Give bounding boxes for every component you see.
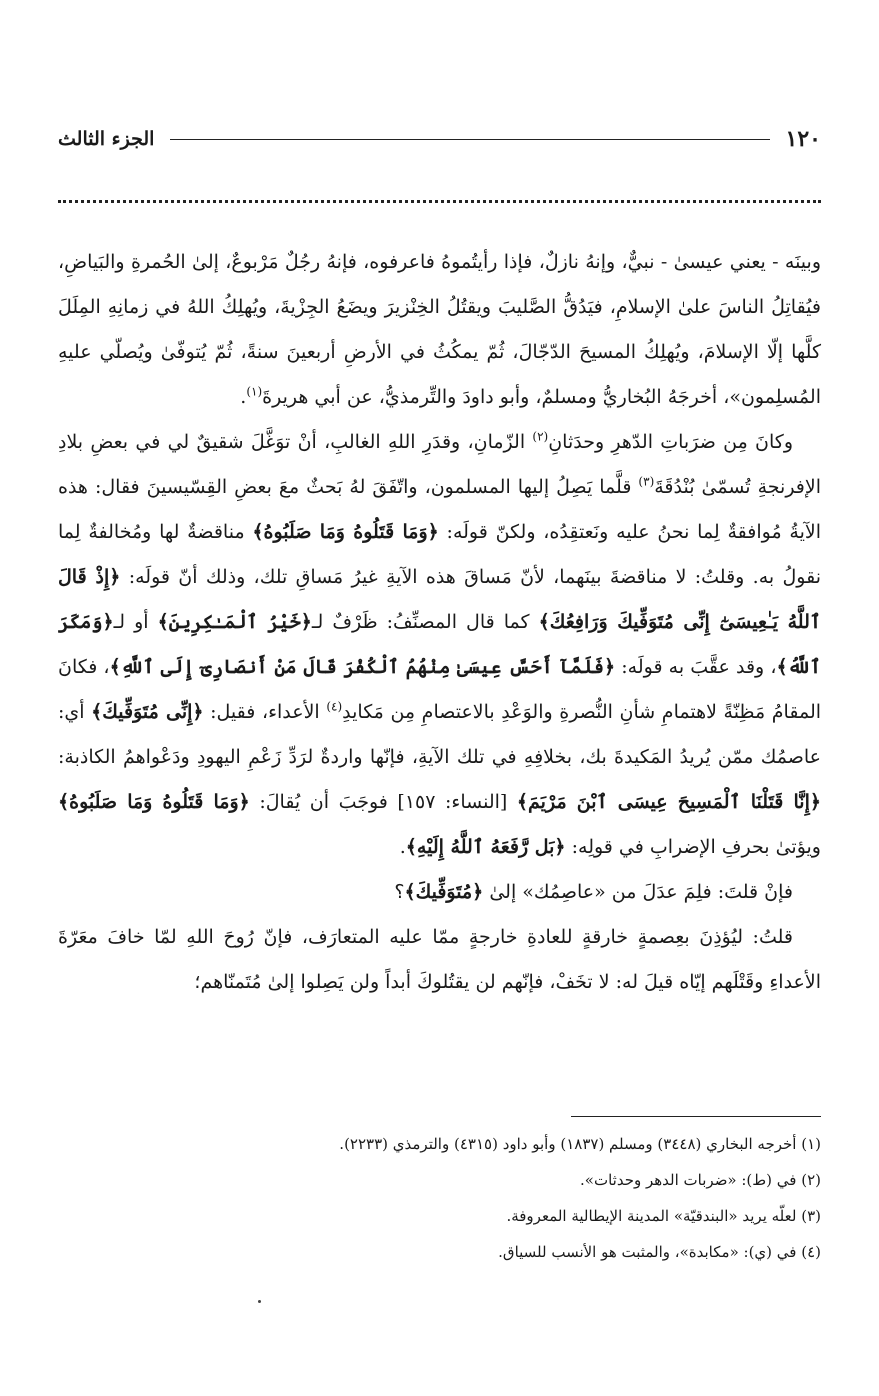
- footnote-separator: [571, 1116, 821, 1117]
- footnote-4: (٤) في (ي): «مكابدة»، والمثبت هو الأنسب للسياق.: [498, 1243, 821, 1261]
- paragraph-2: [58, 420, 821, 870]
- running-title: الجزء الثالث: [58, 128, 155, 150]
- footnote-ref-2: (٢): [532, 429, 549, 444]
- page-number: ١٢٠: [785, 126, 821, 152]
- running-head: [58, 122, 821, 156]
- footnote-ref-4: (٤): [326, 699, 343, 714]
- text-run: قلتُ: ليُؤذِنَ بعِصمةٍ خارقةٍ للعادةِ خارجةٍ ممّا عليه المتعارَف، فإنّ رُوحَ اللهِ لمّا خافَ معَرّةَ الأعداءِ وقَتْلَهم إيّاه قيلَ له: لا تخَفْ، فإنّهم لن يقتُلوكَ أبداً ولن يَصِلوا إلىٰ مُتَمنّاهم؛: [58, 926, 821, 993]
- text-run: وبينَه - يعني عيسىٰ - نبيٌّ، وإنهُ نازلٌ، فإذا رأيتُموهُ فاعرفوه، فإنهُ رجُلٌ مَرْبوعٌ، إلىٰ الحُمرةِ والبَياضِ، فيُقاتِلُ الناسَ علىٰ الإسلامِ، فيَدُقُّ الصَّليبَ ويقتُلُ الخِنْزيرَ ويضَعُ الجِزْيةَ، ويُهلِكُ اللهُ في زمانِهِ المِلَلَ كلَّها إلّا الإسلامَ، ويُهلِكُ المسيحَ الدّجّالَ، ثُمّ يمكُثُ في الأرضِ أربعينَ سنةً، ثُمّ يُتوفّىٰ ويُصلّي عليهِ المُسلِمون»، أخرجَهُ البُخاريُّ ومسلمٌ، وأبو داودَ والتِّرمذيُّ، عن أبي هريرةَ: [58, 251, 821, 408]
- footnote-3: (٣) لعلّه يريد «البندقيّة» المدينة الإيطالية المعروفة.: [506, 1207, 821, 1225]
- footnote-ref-3: (٣): [638, 474, 655, 489]
- text-run: ؟: [394, 881, 405, 903]
- main-text: [58, 240, 821, 1005]
- quran-quote: ﴿إِنَّا قَتَلْنَا ٱلْمَسِيحَ عِيسَى ٱبْنَ مَرْيَمَ﴾: [516, 791, 822, 813]
- text-run: قلَّما يَصِلُ إليها المسلمون، واتّفَقَ لهُ بَحثٌ معَ بعضِ القِسّيسينَ فقال: هذه الآيةُ مُوافقةٌ لِما نحنُ عليه ونَعتقِدُه، ولكنّ قولَه:: [58, 476, 821, 543]
- header-rule: [170, 139, 769, 140]
- quran-quote: ﴿وَمَكَرَ ٱللَّهُ﴾: [58, 611, 821, 678]
- text-run: فإنْ قلتَ: فلِمَ عدَلَ من «عاصِمُك» إلىٰ: [483, 881, 793, 903]
- text-run: أو لـ: [113, 611, 158, 633]
- quran-quote: ﴿فَلَمَّآ أَحَسَّ عِيسَىٰ مِنْهُمُ ٱلْكُفْرَ قَالَ مَنْ أَنصَارِىٓ إِلَى ٱللَّهِ﴾: [109, 656, 616, 678]
- paragraph-1: [58, 240, 821, 420]
- footnotes: [58, 1126, 821, 1270]
- text-run: كما قال المصنِّفُ: ظَرْفٌ لـ: [311, 611, 539, 633]
- quran-quote: ﴿إِذْ قَالَ ٱللَّهُ يَـٰعِيسَىٰٓ إِنِّى مُتَوَفِّيكَ وَرَافِعُكَ﴾: [58, 566, 822, 633]
- quran-quote: ﴿مُتَوَفِّيكَ﴾: [404, 881, 484, 903]
- dotted-separator: [58, 200, 821, 203]
- text-run: ، فكانَ المقامُ مَظِنّةً لاهتمامِ شأنِ النُّصرةِ والوَعْدِ بالاعتصامِ مِن مَكايدِ: [58, 656, 822, 723]
- text-run: .: [240, 386, 247, 408]
- quran-quote: ﴿بَل رَّفَعَهُ ٱللَّهُ إِلَيْهِ﴾: [405, 836, 566, 858]
- paragraph-3: [58, 870, 821, 915]
- quran-quote: ﴿وَمَا قَتَلُوهُ وَمَا صَلَبُوهُ﴾: [252, 521, 439, 543]
- text-run: الزّمانِ، وقدَرِ اللهِ الغالبِ، أنْ توَغَّلَ شقيقٌ لي في بعضِ بلادِ الإفرنجةِ تُسمّىٰ بُنْدُقَةَ: [58, 431, 821, 498]
- footnote-2: (٢) في (ط): «ضربات الدهر وحدثات».: [580, 1171, 821, 1189]
- text-run: [النساء: ١٥٧] فوجَبَ أن يُقالَ:: [249, 791, 517, 813]
- text-run: ، وقد عقَّبَ به قولَه:: [615, 656, 777, 678]
- quran-quote: ﴿إِنِّى مُتَوَفِّيكَ﴾: [91, 701, 204, 723]
- ink-speck: [258, 1300, 261, 1303]
- footnote-ref-1: (١): [246, 384, 263, 399]
- text-run: .: [399, 836, 406, 858]
- text-run: أي: عاصمُك ممّن يُريدُ المَكيدةَ بك، بخلافِهِ في تلك الآيةِ، فإنّها واردةٌ لرَدِّ زَعْمِ اليهودِ ودَعْواهمُ الكاذبة:: [58, 701, 821, 768]
- quran-quote: ﴿وَمَا قَتَلُوهُ وَمَا صَلَبُوهُ﴾: [58, 791, 250, 813]
- text-run: الأعداء، فقيل:: [203, 701, 327, 723]
- text-run: ويؤتىٰ بحرفِ الإضرابِ في قولِه:: [565, 836, 821, 858]
- text-run: مناقضةٌ لها ومُخالفةٌ لِما نقولُ به. وقلتُ: لا مناقضةَ بينَهما، لأنّ مَساقَ هذه الآيةِ غيرُ مَساقِ تلك، وذلك أنّ قولَه:: [58, 521, 821, 588]
- paragraph-4: [58, 915, 821, 1005]
- quran-quote: ﴿خَيْرُ ٱلْمَـٰكِرِينَ﴾: [157, 611, 312, 633]
- footnote-1: (١) أخرجه البخاري (٣٤٤٨) ومسلم (١٨٣٧) وأبو داود (٤٣١٥) والترمذي (٢٢٣٣).: [339, 1135, 821, 1153]
- text-run: وكانَ مِن ضرَباتِ الدّهرِ وحدَثانِ: [548, 431, 793, 453]
